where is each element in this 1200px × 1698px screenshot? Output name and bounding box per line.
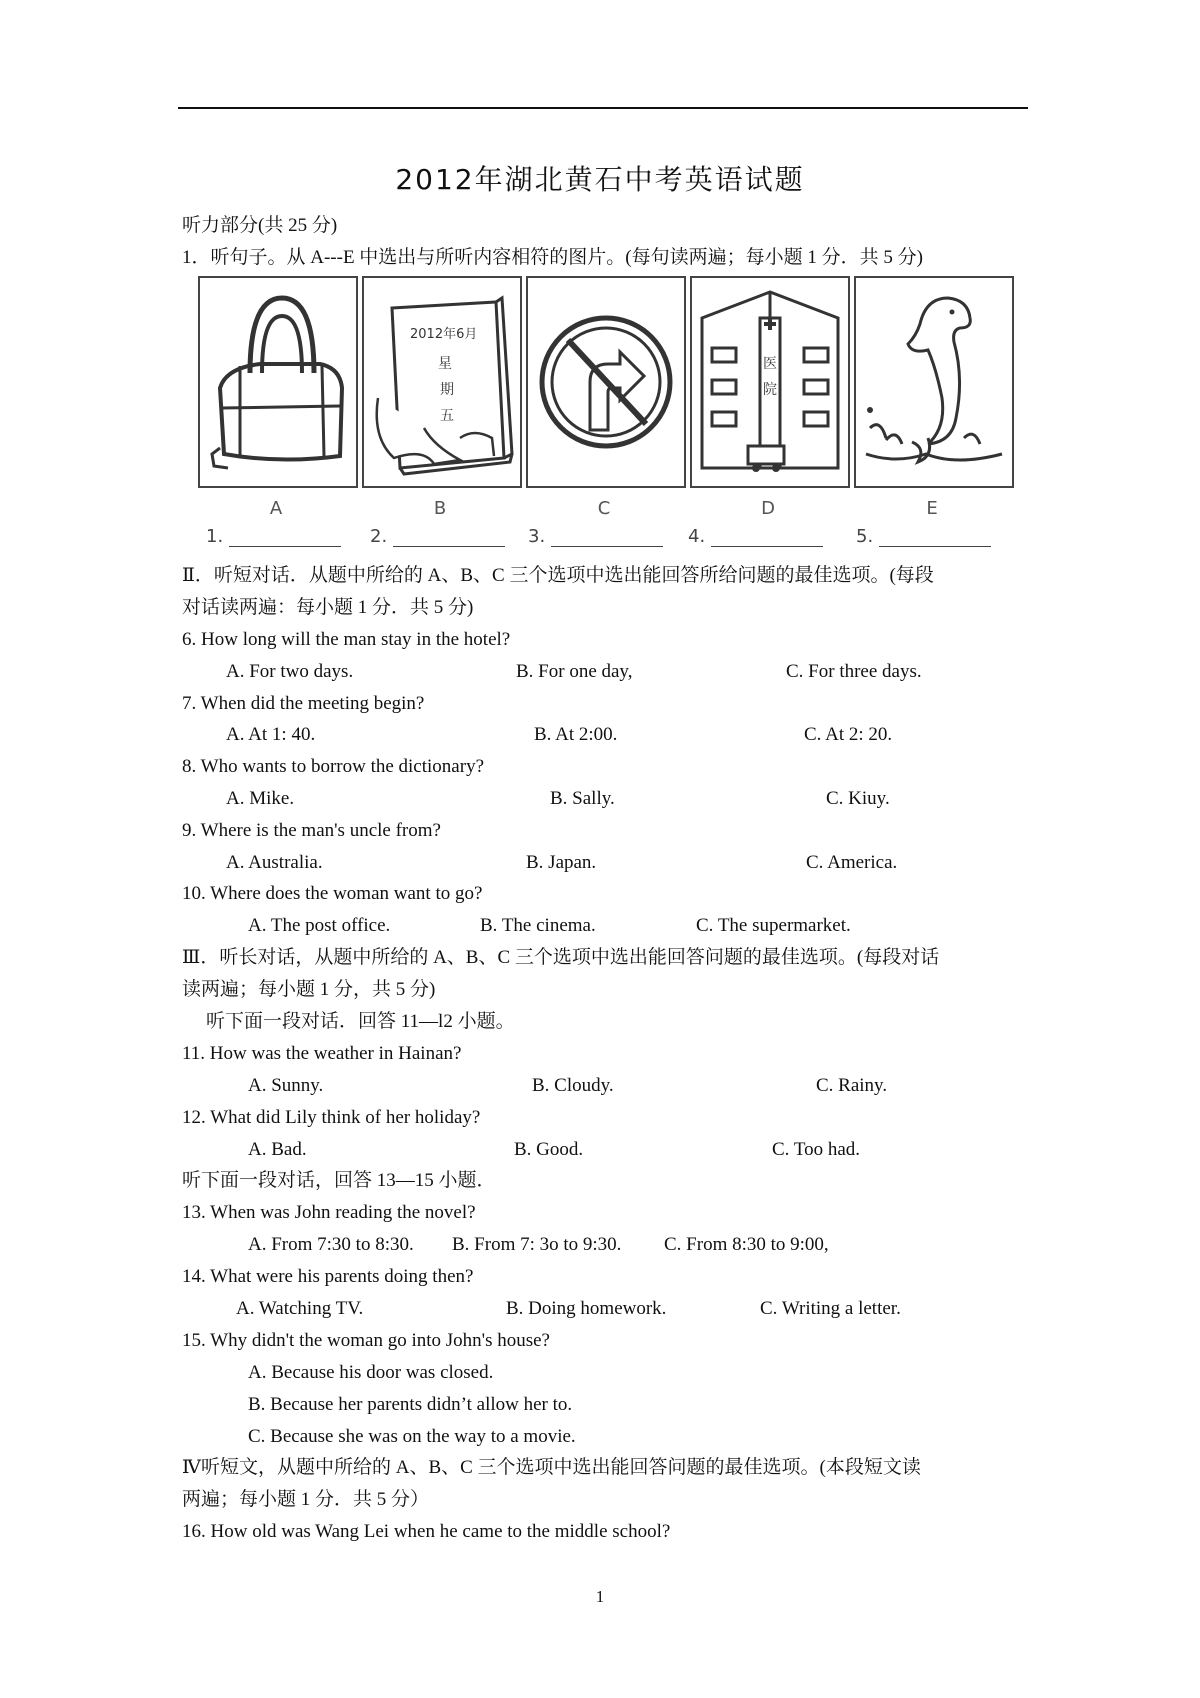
q10-option-b[interactable]: B. The cinema.: [480, 915, 596, 936]
picture-b-letter: B: [433, 498, 447, 519]
picture-a-letter: A: [269, 498, 283, 519]
question-9: 9. Where is the man's uncle from?: [182, 820, 441, 841]
answer-blank-1[interactable]: [206, 526, 341, 547]
q11-option-a[interactable]: A. Sunny.: [248, 1075, 324, 1096]
q14-option-b[interactable]: B. Doing homework.: [506, 1298, 667, 1319]
q8-option-b[interactable]: B. Sally.: [550, 788, 615, 809]
question-10: 10. Where does the woman want to go?: [182, 883, 483, 904]
question-11: 11. How was the weather in Hainan?: [182, 1043, 462, 1064]
part1-instruction: 1．听句子。从 A---E 中选出与所听内容相符的图片。(每句读两遍；每小题 1 分．共 5 分): [182, 247, 923, 268]
picture-c-letter: C: [597, 498, 611, 519]
listening-header: 听力部分(共 25 分): [182, 215, 338, 236]
page-number: 1: [595, 1587, 605, 1606]
q6-option-b[interactable]: B. For one day,: [516, 661, 633, 682]
q8-option-a[interactable]: A. Mike.: [226, 788, 295, 809]
q13-option-b[interactable]: B. From 7: 3o to 9:30.: [452, 1234, 622, 1255]
calendar-day-1: 星: [438, 356, 452, 372]
q12-option-b[interactable]: B. Good.: [514, 1139, 584, 1160]
q14-option-c[interactable]: C. Writing a letter.: [760, 1298, 901, 1319]
q13-option-c[interactable]: C. From 8:30 to 9:00,: [664, 1234, 829, 1255]
q12-option-a[interactable]: A. Bad.: [248, 1139, 307, 1160]
part2-instruction-1: Ⅱ．听短对话．从题中所给的 A、B、C 三个选项中选出能回答所给问题的最佳选项。(每段: [182, 565, 934, 586]
part3-instruction-1: Ⅲ．听长对话，从题中所给的 A、B、C 三个选项中选出能回答问题的最佳选项。(每段对话: [182, 947, 940, 968]
picture-strip: [198, 276, 1010, 558]
q11-option-c[interactable]: C. Rainy.: [816, 1075, 888, 1096]
calendar-month-text: 2012年6月: [410, 327, 478, 342]
part4-instruction-1: Ⅳ听短文，从题中所给的 A、B、C 三个选项中选出能回答问题的最佳选项。(本段短文读: [182, 1457, 921, 1478]
picture-b: [362, 276, 522, 488]
hospital-sign-2: 院: [763, 382, 777, 398]
dolphin-icon: [856, 278, 1012, 486]
part3-subheading-1: 听下面一段对话．回答 11—l2 小题。: [206, 1011, 515, 1032]
calendar-day-2: 期: [440, 382, 454, 398]
question-16: 16. How old was Wang Lei when he came to the middle school?: [182, 1521, 671, 1542]
answer-blank-4[interactable]: [688, 526, 823, 547]
picture-e-letter: E: [926, 498, 938, 519]
hospital-sign-1: 医: [763, 356, 777, 372]
answer-blank-3[interactable]: [528, 526, 663, 547]
blank-number-4: 4.: [688, 526, 706, 547]
part4-instruction-2: 两遍；每小题 1 分．共 5 分）: [182, 1489, 430, 1510]
picture-d-letter: D: [761, 498, 775, 519]
q15-option-b[interactable]: B. Because her parents didn’t allow her to.: [248, 1394, 573, 1415]
q6-option-c[interactable]: C. For three days.: [786, 661, 922, 682]
blank-number-3: 3.: [528, 526, 546, 547]
q8-option-c[interactable]: C. Kiuy.: [826, 788, 890, 809]
q15-option-c[interactable]: C. Because she was on the way to a movie.: [248, 1426, 576, 1447]
no-right-turn-icon: [528, 278, 684, 486]
question-8: 8. Who wants to borrow the dictionary?: [182, 756, 484, 777]
q13-option-a[interactable]: A. From 7:30 to 8:30.: [248, 1234, 414, 1255]
q14-option-a[interactable]: A. Watching TV.: [236, 1298, 364, 1319]
picture-c: [526, 276, 686, 488]
picture-a: [198, 276, 358, 488]
calendar-day-3: 五: [440, 408, 454, 424]
part3-instruction-2: 读两遍；每小题 1 分，共 5 分): [182, 979, 436, 1000]
question-14: 14. What were his parents doing then?: [182, 1266, 474, 1287]
q11-option-b[interactable]: B. Cloudy.: [532, 1075, 614, 1096]
answer-blank-2[interactable]: [370, 526, 505, 547]
q9-option-a[interactable]: A. Australia.: [226, 852, 323, 873]
picture-e: [854, 276, 1014, 488]
blank-number-1: 1.: [206, 526, 224, 547]
q7-option-a[interactable]: A. At 1: 40.: [226, 724, 316, 745]
q9-option-c[interactable]: C. America.: [806, 852, 898, 873]
blank-number-2: 2.: [370, 526, 388, 547]
hospital-icon: [692, 278, 848, 486]
question-13: 13. When was John reading the novel?: [182, 1202, 476, 1223]
q9-option-b[interactable]: B. Japan.: [526, 852, 597, 873]
blank-number-5: 5.: [856, 526, 874, 547]
page-title: 2012年湖北黄石中考英语试题: [395, 163, 805, 196]
q7-option-b[interactable]: B. At 2:00.: [534, 724, 618, 745]
question-6: 6. How long will the man stay in the hotel?: [182, 629, 511, 650]
question-12: 12. What did Lily think of her holiday?: [182, 1107, 481, 1128]
q7-option-c[interactable]: C. At 2: 20.: [804, 724, 893, 745]
question-7: 7. When did the meeting begin?: [182, 693, 425, 714]
handbag-icon: [200, 278, 356, 486]
part3-subheading-2: 听下面一段对话，回答 13—15 小题．: [182, 1170, 496, 1191]
question-15: 15. Why didn't the woman go into John's house?: [182, 1330, 550, 1351]
q15-option-a[interactable]: A. Because his door was closed.: [248, 1362, 494, 1383]
picture-d: [690, 276, 850, 488]
q6-option-a[interactable]: A. For two days.: [226, 661, 354, 682]
q12-option-c[interactable]: C. Too had.: [772, 1139, 861, 1160]
q10-option-c[interactable]: C. The supermarket.: [696, 915, 851, 936]
calendar-icon: [364, 278, 520, 486]
answer-blank-5[interactable]: [856, 526, 991, 547]
header-rule: [178, 107, 1028, 109]
q10-option-a[interactable]: A. The post office.: [248, 915, 391, 936]
part2-instruction-2: 对话读两遍：每小题 1 分．共 5 分): [182, 597, 474, 618]
